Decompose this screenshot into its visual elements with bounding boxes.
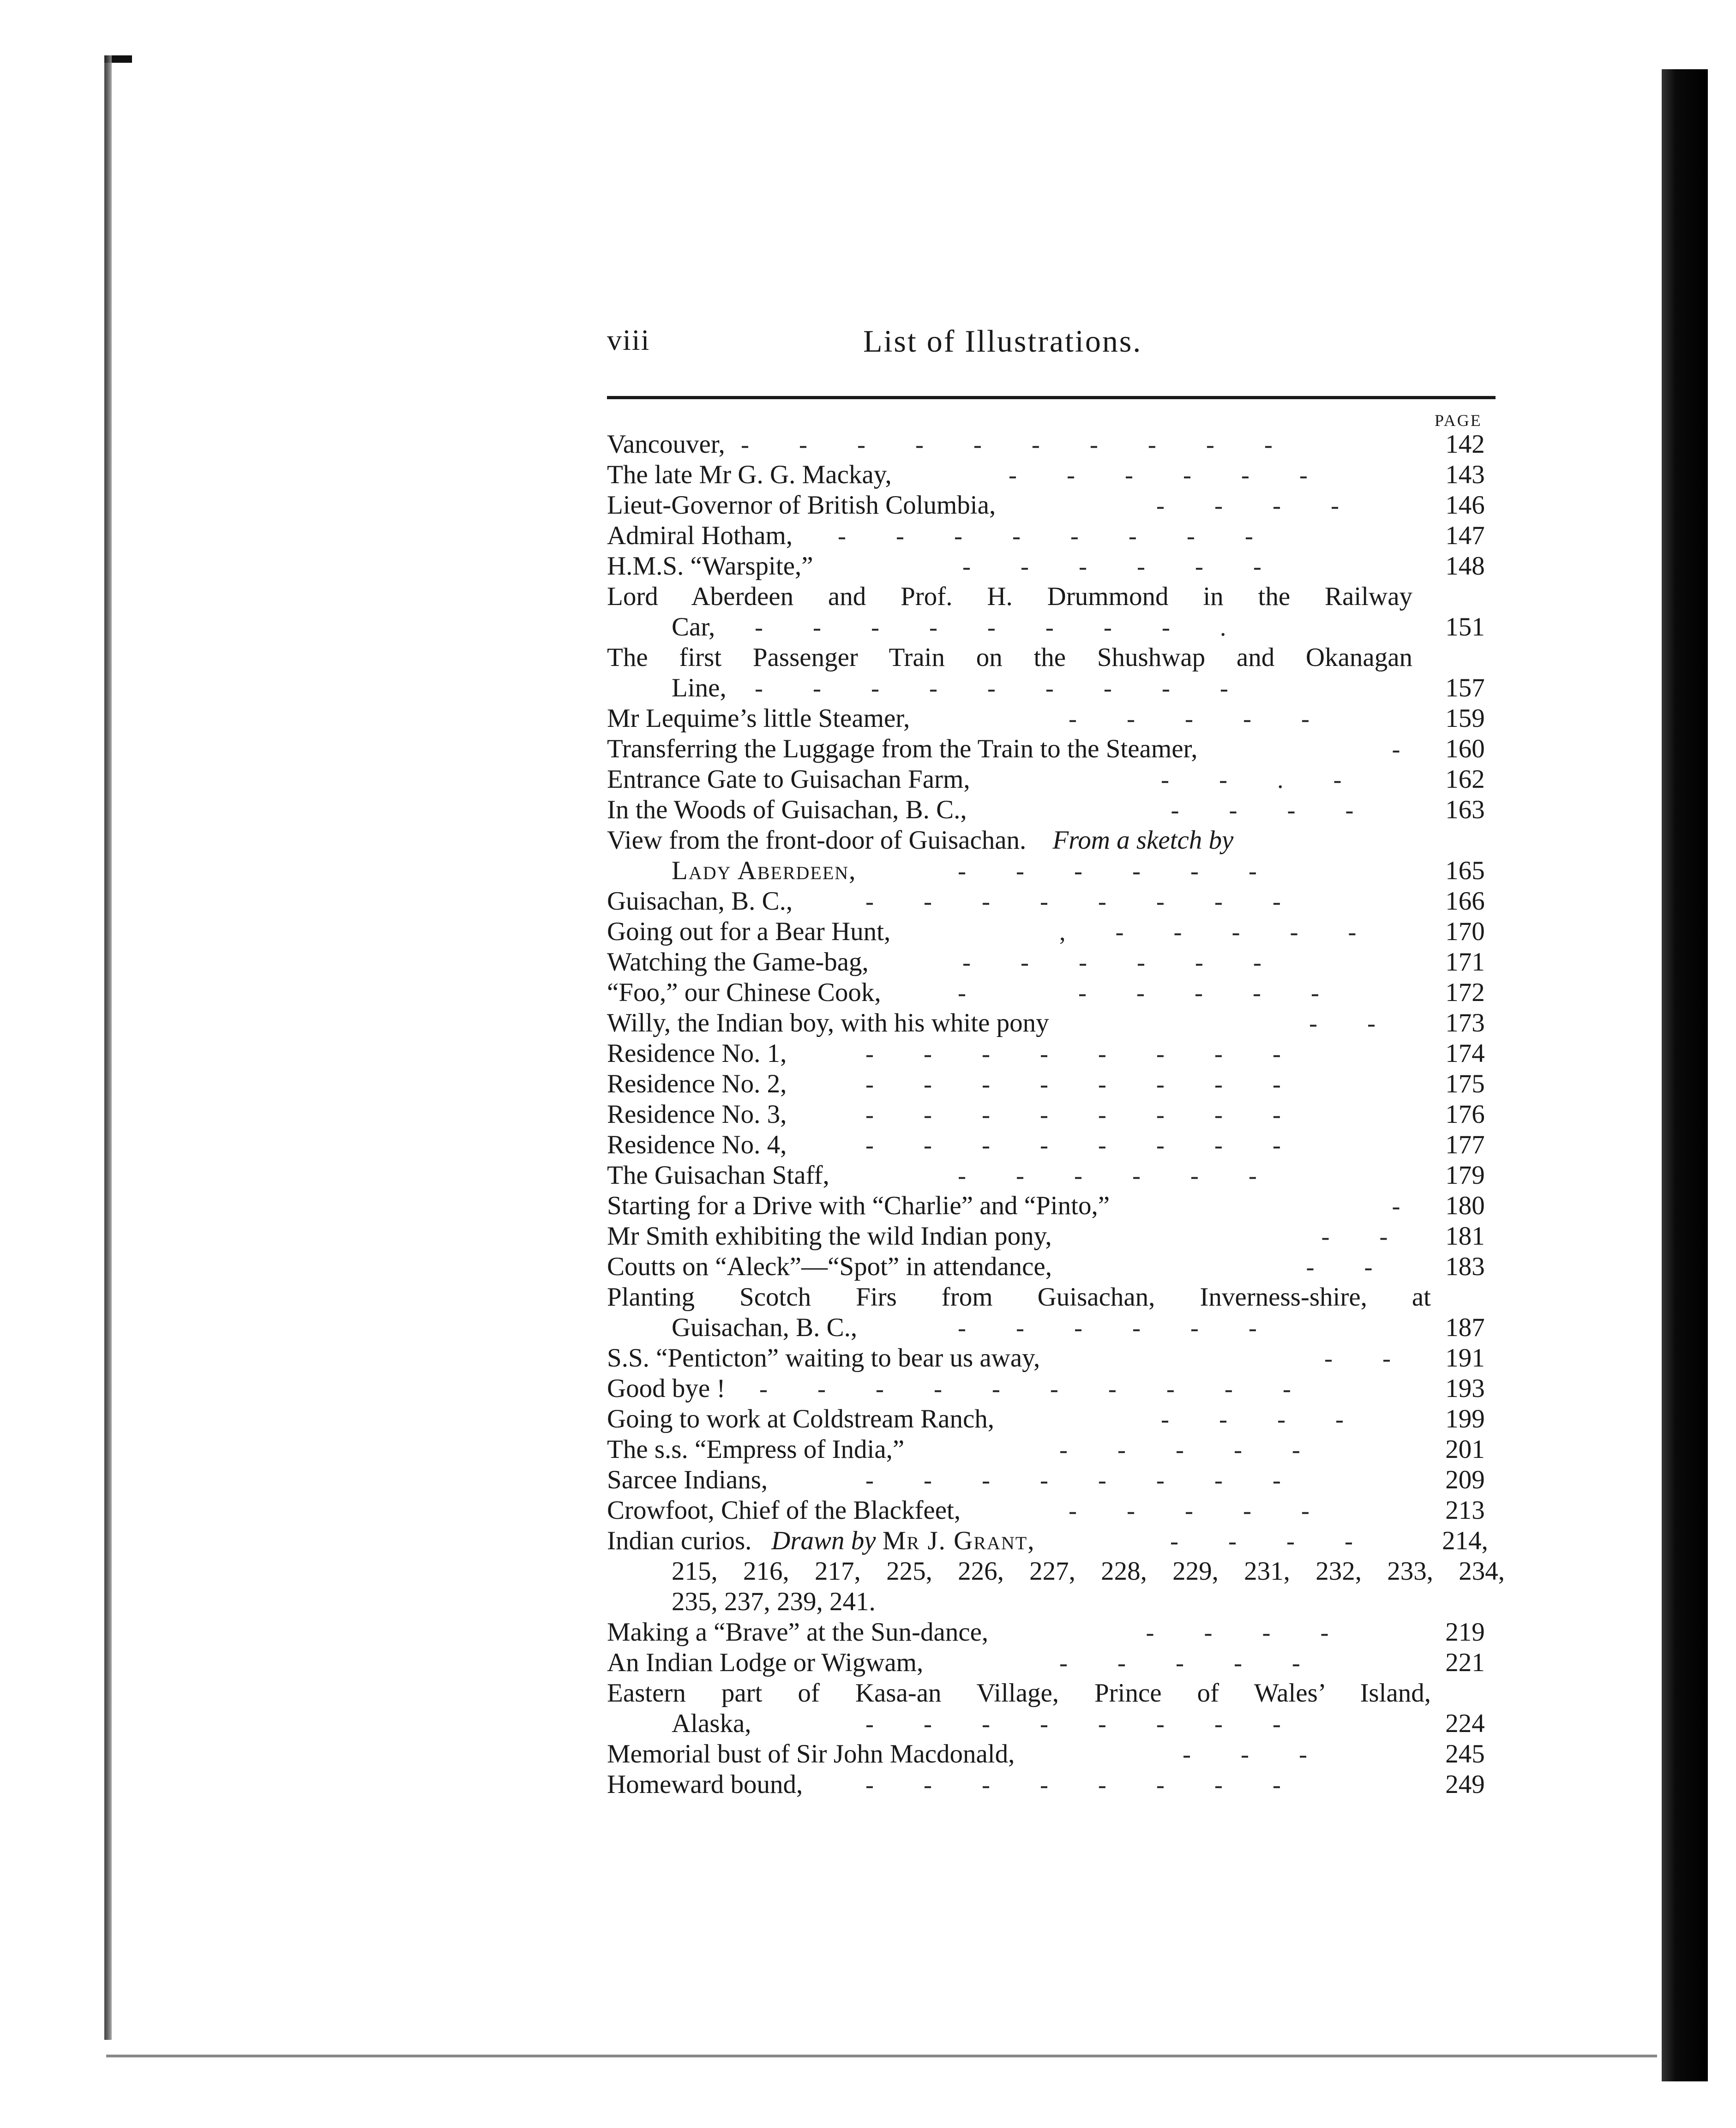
page-title: List of Illustrations.: [863, 324, 1142, 359]
dot-leader: - - - - - - - -: [865, 887, 1281, 915]
entry-title: The first Passenger Train on the Shushwap and Okanagan: [607, 643, 1412, 672]
entry-title: Coutts on “Aleck”—“Spot” in attendance,: [607, 1252, 1052, 1281]
entry-page: 191: [1445, 1343, 1485, 1373]
entry-page: 221: [1445, 1648, 1485, 1677]
entry-title: Residence No. 2,: [607, 1069, 787, 1098]
list-item: [607, 642, 1505, 673]
list-item: [607, 551, 1505, 581]
dot-leader: - -: [1272, 1009, 1376, 1037]
dot-leader: - - - -: [1115, 796, 1354, 824]
entry-title: Making a “Brave” at the Sun-dance,: [607, 1618, 989, 1647]
dot-leader: - - - -: [1156, 492, 1339, 519]
entry-page: 177: [1445, 1130, 1485, 1159]
entry-page: 166: [1445, 887, 1485, 916]
dot-leader: - - - -: [1161, 1405, 1344, 1433]
entry-title: The Guisachan Staff,: [607, 1161, 829, 1190]
entry-title-text: Indian curios.: [607, 1526, 752, 1555]
entry-page: 147: [1445, 521, 1485, 550]
list-item: [607, 1617, 1505, 1648]
entry-title: Starting for a Drive with “Charlie” and “Pinto,”: [607, 1191, 1110, 1220]
entry-title: Going to work at Coldstream Ranch,: [607, 1404, 995, 1433]
entry-page: 245: [1445, 1739, 1485, 1768]
dot-leader: - - - - - - - -: [865, 1101, 1281, 1128]
entry-page: 163: [1445, 795, 1485, 824]
entry-title-credit: From a sketch by: [1052, 826, 1234, 855]
list-item: [607, 764, 1505, 795]
list-item: [607, 795, 1505, 825]
list-item: [607, 1069, 1505, 1099]
list-item: [607, 673, 1505, 703]
entry-page: 160: [1445, 734, 1485, 763]
entry-page: 143: [1445, 460, 1485, 489]
list-item: [607, 703, 1505, 734]
entry-title: Good bye !: [607, 1374, 726, 1403]
entry-title: Admiral Hotham,: [607, 521, 793, 550]
entry-title: Transferring the Luggage from the Train to the Steamer,: [607, 734, 1198, 763]
page-number: viii: [607, 324, 650, 356]
dot-leader: - - - - - -: [962, 552, 1261, 580]
dot-leader: - - - -: [1170, 1527, 1353, 1555]
dot-leader: - - - - -: [1069, 1497, 1310, 1524]
entry-title: The late Mr G. G. Mackay,: [607, 460, 892, 489]
dot-leader: - - - -: [1115, 1618, 1329, 1646]
list-item: [607, 490, 1505, 521]
dot-leader: - -: [1290, 1223, 1388, 1250]
entry-title: S.S. “Penticton” waiting to bear us away,: [607, 1343, 1040, 1373]
entry-page: 201: [1445, 1435, 1485, 1464]
list-item: [607, 1008, 1505, 1038]
entry-page: 176: [1445, 1100, 1485, 1129]
dot-leader: - - - - - - - - - -: [741, 431, 1273, 458]
dot-leader: - - - - - - - - - -: [759, 1375, 1291, 1403]
list-item: [607, 612, 1505, 642]
list-item: [607, 1282, 1505, 1313]
entry-page: 159: [1445, 704, 1485, 733]
list-item: [607, 1404, 1505, 1434]
entry-title: H.M.S. “Warspite,”: [607, 551, 813, 581]
entry-title: Sarcee Indians,: [607, 1465, 768, 1494]
entry-page: 179: [1445, 1161, 1485, 1190]
entry-page: 219: [1445, 1618, 1485, 1647]
list-item: [607, 886, 1505, 917]
entry-title: Mr Lequime’s little Steamer,: [607, 704, 910, 733]
dot-leader: - - - - - - - -: [865, 1070, 1281, 1098]
entry-title: Residence No. 1,: [607, 1039, 787, 1068]
entry-title: 235, 237, 239, 241.: [672, 1587, 876, 1616]
list-item: [607, 1769, 1505, 1800]
list-item: [607, 1099, 1505, 1130]
list-item: [607, 1556, 1505, 1587]
entry-page: 162: [1445, 765, 1485, 794]
entry-title: In the Woods of Guisachan, B. C.,: [607, 795, 967, 824]
entry-page: 209: [1445, 1465, 1485, 1494]
entry-title: [607, 825, 1233, 856]
dot-leader: - - - - - - - - -: [755, 674, 1228, 702]
dot-leader: - - - - - - - -: [865, 1131, 1281, 1159]
dot-leader: - -: [1299, 1344, 1391, 1372]
list-item: [607, 581, 1505, 612]
entry-title: “Foo,” our Chinese Cook,: [607, 978, 881, 1007]
dot-leader: - - -: [1170, 1740, 1307, 1768]
entry-title-text: View from the front-door of Guisachan.: [607, 826, 1027, 855]
dot-leader: -: [1373, 735, 1400, 763]
entry-title: Watching the Game-bag,: [607, 947, 869, 977]
list-item: [607, 825, 1505, 856]
entry-page: 170: [1445, 917, 1485, 946]
list-item: [607, 856, 1505, 886]
list-item: [607, 429, 1505, 460]
list-item: [607, 1678, 1505, 1708]
entry-title-credit: Drawn by: [771, 1526, 876, 1555]
entry-page: 224: [1445, 1709, 1485, 1738]
entry-title: Entrance Gate to Guisachan Farm,: [607, 765, 970, 794]
entry-title: Mr Smith exhibiting the wild Indian pony,: [607, 1222, 1052, 1251]
entry-page: 157: [1445, 673, 1485, 702]
entry-page: 173: [1445, 1008, 1485, 1037]
list-item: [607, 1160, 1505, 1191]
illustrations-list: [607, 429, 1505, 1800]
entry-page: 199: [1445, 1404, 1485, 1433]
entry-page: 213: [1445, 1496, 1485, 1525]
entry-title: Going out for a Bear Hunt,: [607, 917, 891, 946]
entry-page: 187: [1445, 1313, 1485, 1342]
entry-title: Planting Scotch Firs from Guisachan, Inverness-shire, at: [607, 1283, 1431, 1312]
entry-title: Guisachan, B. C.,: [672, 1313, 858, 1342]
dot-leader: - - - - - - - - .: [755, 613, 1226, 641]
dot-leader: - - - - - -: [958, 857, 1257, 885]
list-item: [607, 1191, 1505, 1221]
entry-title: Lieut-Governor of British Columbia,: [607, 491, 996, 520]
entry-title: Line,: [672, 673, 727, 702]
entry-title: Vancouver,: [607, 430, 725, 459]
entry-page: 175: [1445, 1069, 1485, 1098]
entry-title: Residence No. 3,: [607, 1100, 787, 1129]
entry-title: Alaska,: [672, 1709, 751, 1738]
dot-leader: - - - - - - - -: [838, 522, 1253, 550]
dot-leader: - - - - - - - -: [865, 1771, 1281, 1798]
entry-title: Crowfoot, Chief of the Blackfeet,: [607, 1496, 961, 1525]
entry-page: 151: [1445, 612, 1485, 641]
list-item: [607, 521, 1505, 551]
entry-page: 165: [1445, 856, 1485, 885]
entry-page: 193: [1445, 1374, 1485, 1403]
list-item: [607, 1252, 1505, 1282]
dot-leader: - - - - - -: [958, 979, 1319, 1007]
entry-page: 249: [1445, 1770, 1485, 1799]
list-item: [607, 917, 1505, 947]
dot-leader: - - . -: [1161, 766, 1342, 793]
scan-bottom-edge: [106, 2055, 1657, 2057]
scan-left-edge: [104, 55, 112, 2040]
list-item: [607, 1221, 1505, 1252]
list-item: [607, 1648, 1505, 1678]
header-rule: [607, 396, 1496, 399]
dot-leader: - - - - -: [1059, 1649, 1300, 1677]
list-item: [607, 1526, 1505, 1556]
dot-leader: - - - - -: [1059, 1436, 1300, 1463]
entry-title: Memorial bust of Sir John Macdonald,: [607, 1739, 1015, 1768]
entry-page: 142: [1445, 430, 1485, 459]
entry-title: An Indian Lodge or Wigwam,: [607, 1648, 924, 1677]
entry-title: Car,: [672, 612, 715, 641]
entry-title: Lady Aberdeen,: [672, 856, 857, 885]
entry-page: 172: [1445, 978, 1485, 1007]
list-item: [607, 1313, 1505, 1343]
list-item: [607, 1343, 1505, 1373]
entry-page: 146: [1445, 491, 1485, 520]
dot-leader: - -: [1262, 1253, 1373, 1281]
entry-title: Guisachan, B. C.,: [607, 887, 793, 916]
entry-page: 183: [1445, 1252, 1485, 1281]
dot-leader: - - - - -: [1069, 705, 1310, 732]
entry-title: Eastern part of Kasa-an Village, Prince of Wales’ Island,: [607, 1678, 1431, 1708]
list-item: [607, 1130, 1505, 1160]
list-item: [607, 977, 1505, 1008]
list-item: [607, 1373, 1505, 1404]
scan-right-edge: [1662, 69, 1708, 2081]
entry-page: 180: [1445, 1191, 1485, 1220]
list-item: [607, 1434, 1505, 1465]
dot-leader: - - - - - -: [958, 1162, 1257, 1189]
list-item: [607, 1587, 1505, 1617]
page-header: [607, 323, 1493, 374]
dot-leader: -: [1373, 1192, 1400, 1220]
list-item: [607, 734, 1505, 764]
entry-title: 215, 216, 217, 225, 226, 227, 228, 229, 231, 232, 233, 234,: [672, 1557, 1505, 1586]
dot-leader: - - - - - -: [958, 1314, 1257, 1342]
entry-title: Residence No. 4,: [607, 1130, 787, 1159]
list-item: [607, 947, 1505, 977]
dot-leader: - - - - - -: [1009, 461, 1308, 489]
entry-page: 181: [1445, 1222, 1485, 1251]
entry-title: Homeward bound,: [607, 1770, 803, 1799]
entry-title: The s.s. “Empress of India,”: [607, 1435, 905, 1464]
entry-page: 174: [1445, 1039, 1485, 1068]
dot-leader: - - - - - - - -: [865, 1466, 1281, 1494]
list-item: [607, 1038, 1505, 1069]
entry-title: Lord Aberdeen and Prof. H. Drummond in the Railway: [607, 582, 1412, 611]
entry-page: 148: [1445, 551, 1485, 581]
list-item: [607, 460, 1505, 490]
list-item: [607, 1465, 1505, 1495]
dot-leader: - - - - - - - -: [865, 1710, 1281, 1738]
entry-title: Willy, the Indian boy, with his white pony: [607, 1008, 1049, 1037]
list-item: [607, 1495, 1505, 1526]
dot-leader: - - - - - - - -: [865, 1040, 1281, 1067]
page-column-label: PAGE: [1435, 411, 1482, 430]
entry-page: 171: [1445, 947, 1485, 977]
entry-title: [607, 1526, 1035, 1556]
list-item: [607, 1739, 1505, 1769]
entry-page: 214,: [1442, 1526, 1488, 1555]
entry-title-artist: Mr J. Grant,: [882, 1526, 1035, 1555]
list-item: [607, 1708, 1505, 1739]
dot-leader: - - - - - -: [962, 948, 1261, 976]
dot-leader: , - - - - -: [1059, 918, 1357, 946]
